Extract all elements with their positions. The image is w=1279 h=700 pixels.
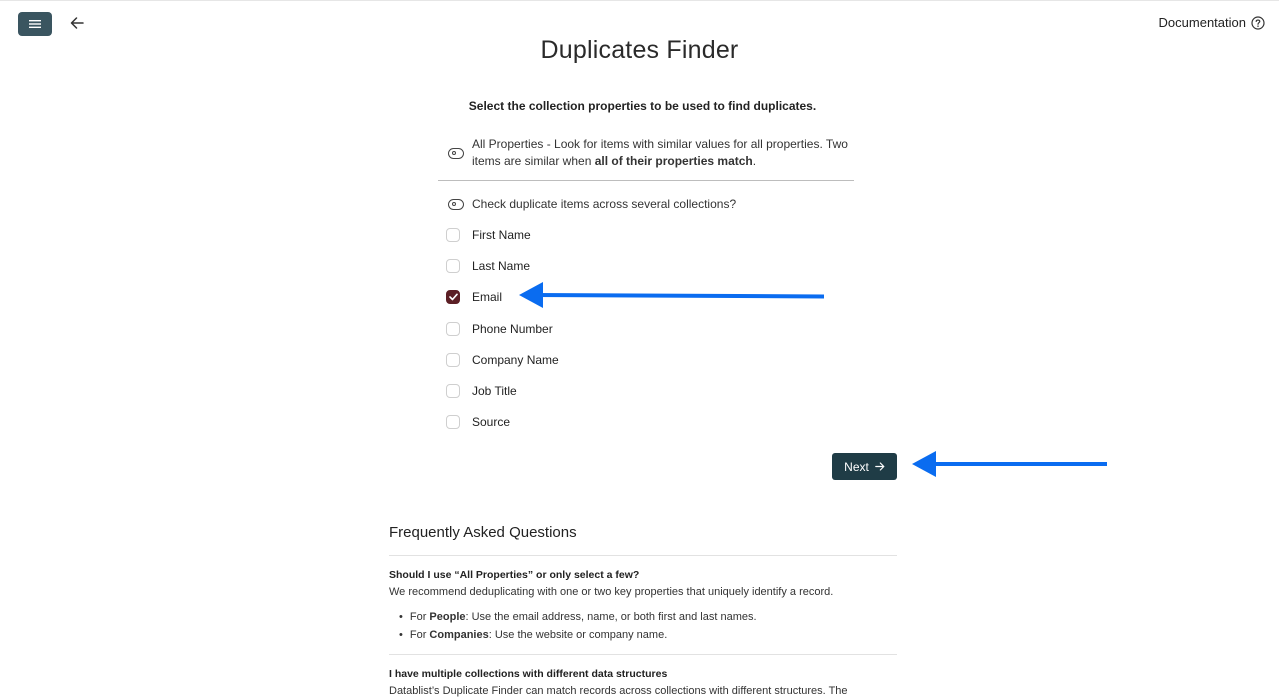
arrow-left-icon — [70, 17, 84, 29]
documentation-label: Documentation — [1158, 15, 1246, 30]
check-across-collections-option[interactable] — [448, 197, 736, 211]
hamburger-menu-icon — [29, 19, 41, 29]
all-properties-option[interactable] — [448, 136, 858, 170]
property-option[interactable] — [446, 415, 510, 429]
question-circle-icon — [1251, 16, 1265, 30]
property-option[interactable] — [446, 290, 502, 304]
faq-bullet: • For Companies: Use the website or company name. — [399, 626, 757, 644]
property-label: Source — [472, 415, 511, 429]
annotation-arrow-email — [519, 282, 824, 308]
checkbox[interactable] — [446, 353, 460, 367]
property-option[interactable] — [446, 259, 530, 273]
property-label: Last Name — [472, 259, 531, 273]
toggle-off-icon[interactable] — [448, 199, 464, 210]
next-button[interactable] — [832, 453, 897, 480]
section-divider — [438, 180, 854, 181]
property-option[interactable] — [446, 353, 559, 367]
faq-divider — [389, 654, 897, 655]
property-label: Company Name — [472, 353, 559, 367]
back-button[interactable] — [66, 12, 88, 34]
faq-question: I have multiple collections with different data structures — [389, 668, 668, 680]
toggle-off-icon[interactable] — [448, 148, 464, 159]
faq-bullet-list — [399, 608, 757, 644]
checkbox[interactable] — [446, 415, 460, 429]
all-properties-description: All Properties - Look for items with similar values for all properties. Two items are similar when all of their properties match. — [472, 137, 848, 168]
faq-question: Should I use “All Properties” or only select a few? — [389, 569, 640, 581]
property-option[interactable] — [446, 322, 553, 336]
faq-answer: We recommend deduplicating with one or two key properties that uniquely identify a record. — [389, 586, 834, 598]
property-option[interactable] — [446, 384, 517, 398]
documentation-link[interactable] — [1159, 15, 1265, 30]
arrow-right-icon — [875, 462, 885, 471]
checkbox[interactable] — [446, 259, 460, 273]
property-option[interactable] — [446, 228, 531, 242]
faq-title: Frequently Asked Questions — [389, 524, 577, 541]
page-subtitle: Select the collection properties to be used to find duplicates. — [468, 99, 817, 113]
menu-button[interactable] — [18, 12, 52, 36]
checkbox-checked[interactable] — [446, 290, 460, 304]
checkbox[interactable] — [446, 384, 460, 398]
faq-divider — [389, 555, 897, 556]
faq-answer: Datablist’s Duplicate Finder can match records across collections with different structures. The — [389, 685, 848, 697]
check-across-collections-label: Check duplicate items across several collections? — [472, 197, 737, 211]
checkbox[interactable] — [446, 228, 460, 242]
annotation-arrow-next — [912, 451, 1107, 477]
property-label: Phone Number — [472, 322, 553, 336]
property-label: Job Title — [472, 384, 517, 398]
faq-bullet: • For People: Use the email address, name, or both first and last names. — [399, 608, 757, 626]
next-button-label: Next — [844, 459, 869, 474]
property-label: First Name — [472, 228, 531, 242]
property-label: Email — [472, 290, 503, 304]
top-border — [0, 0, 1279, 1]
checkbox[interactable] — [446, 322, 460, 336]
checkmark-icon — [449, 293, 458, 301]
page-title: Duplicates Finder — [540, 36, 739, 64]
